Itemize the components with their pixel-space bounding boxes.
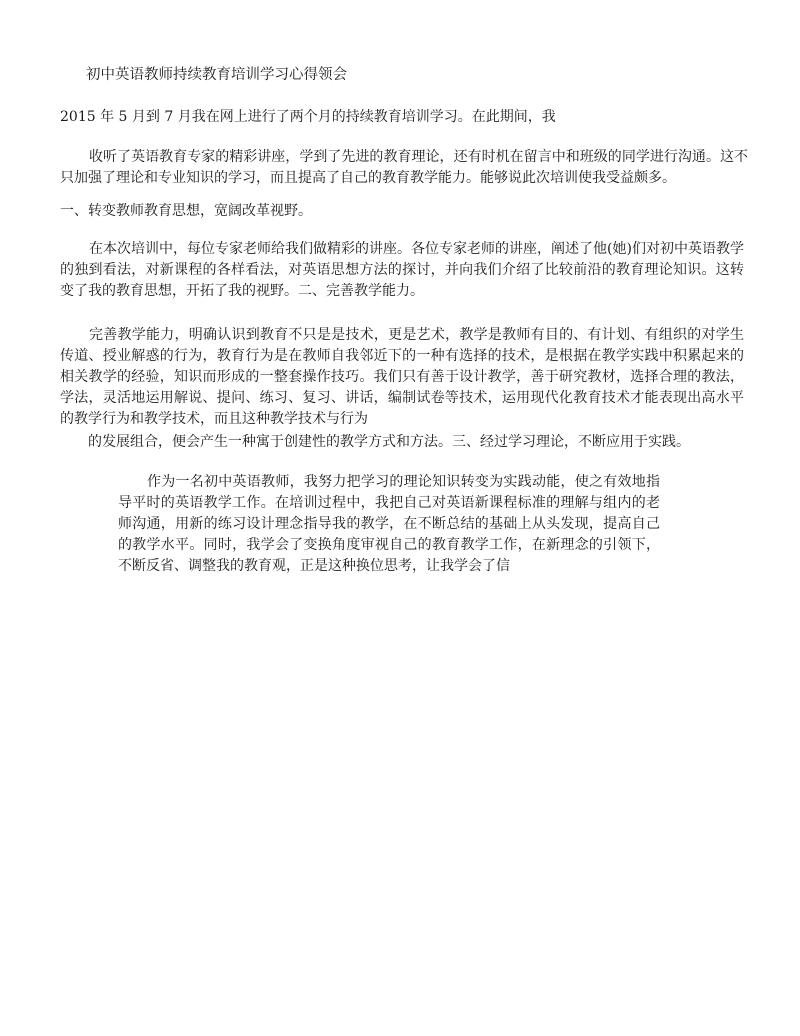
paragraph-3: 完善教学能力，明确认识到教育不只是是技术，更是艺术，教学是教师有目的、有计划、有组织的对学生传道、授业解惑的行为，教育行为是在教师自我邻近下的一种有选择的技术，是根据在教学实践中积累起来的相关教学的经验，知识而形成的一整套操作技巧。我们只有善于设计教学，善于研究教材，选择合理的教法，学法，灵活地运用解说、提问、练习、复习、讲话，编制试卷等技术，运用现代化教育技术才能表现出高水平的教学行为和教学技术，而且这种教学技术与行为 (60, 327, 744, 427)
section-heading-1: 一、转变教师教育思想，宽阔改革视野。 (60, 203, 312, 219)
paragraph-2: 在本次培训中，每位专家老师给我们做精彩的讲座。各位专家老师的讲座，阐述了他(她)们对初中英语教学的独到看法，对新课程的各样看法，对英语思想方法的探讨，并向我们介绍了比较前沿的教育理论知识。这转变了我的教育思想，开拓了我的视野。二、完善教学能力。 (60, 241, 744, 299)
paragraph-4: 作为一名初中英语教师，我努力把学习的理论知识转变为实践动能，使之有效地指导平时的英语教学工作。在培训过程中，我把自己对英语新课程标准的理解与组内的老师沟通，用新的练习设计理念指导我的教学，在不断总结的基础上从头发现，提高自己的教学水平。同时，我学会了变换角度审视自己的教育教学工作，在新理念的引领下，不断反省、调整我的教育观，正是这种换位思考，让我学会了信 (118, 474, 660, 574)
document-title: 初中英语教师持续教育培训学习心得领会 (86, 67, 347, 83)
paragraph-1: 收听了英语教育专家的精彩讲座，学到了先进的教育理论，还有时机在留言中和班级的同学进行沟通。这不只加强了理论和专业知识的学习，而且提高了自己的教育教学能力。能够说此次培训使我受益颇多。 (60, 149, 748, 186)
paragraph-3-continued: 的发展组合，便会产生一种寓于创建性的教学方式和方法。三、经过学习理论，不断应用于实践。 (88, 434, 690, 450)
intro-line: 2015 年 5 月到 7 月我在网上进行了两个月的持续教育培训学习。在此期间，我 (60, 109, 556, 125)
